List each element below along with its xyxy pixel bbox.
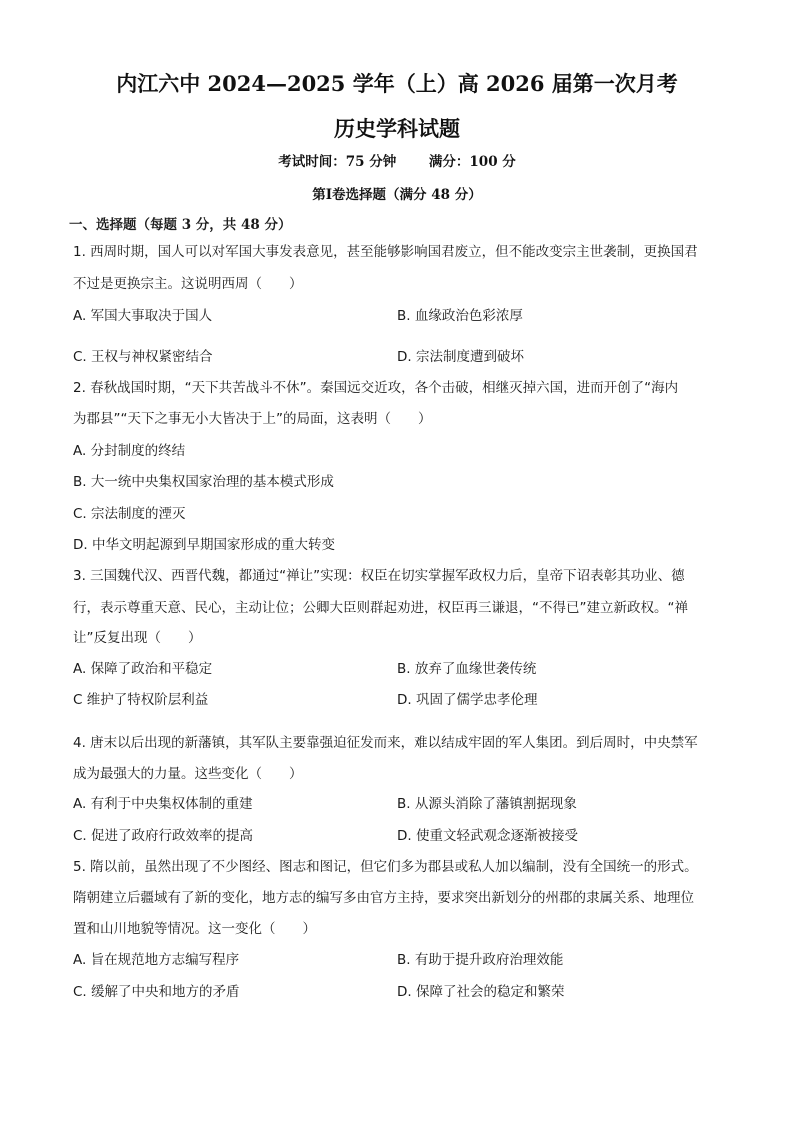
part-heading: 第Ⅰ卷选择题（满分 48 分） (312, 187, 482, 203)
question-4-line: 成为最强大的力量。这些变化（ ） (73, 766, 303, 782)
exam-time: 考试时间：75 分钟 (278, 154, 397, 170)
question-5-option-c: C. 缓解了中央和地方的矛盾 (73, 984, 240, 1000)
question-3-line: 3. 三国魏代汉、西晋代魏，都通过“禅让”实现：权臣在切实掌握军政权力后，皇帝下诏表彰其功业、德 (73, 568, 685, 584)
question-4-option-c: C. 促进了政府行政效率的提高 (73, 828, 254, 844)
question-5-line: 置和山川地貌等情况。这一变化（ ） (73, 921, 316, 937)
question-4-option-a: A. 有利于中央集权体制的重建 (73, 796, 253, 812)
question-3-option-c: C 维护了特权阶层利益 (73, 692, 209, 708)
exam-title: 内江六中 2024—2025 学年（上）高 2026 届第一次月考 (116, 71, 678, 96)
question-2-line: 2. 春秋战国时期，“天下共苦战斗不休”。秦国远交近攻，各个击破，相继灭掉六国，进而开创了“海内 (73, 380, 679, 396)
question-3-option-d: D. 巩固了儒学忠孝伦理 (397, 692, 538, 708)
question-3-option-b: B. 放弃了血缘世袭传统 (397, 661, 537, 677)
question-2-option-d: D. 中华文明起源到早期国家形成的重大转变 (73, 537, 335, 553)
question-1-line: 1. 西周时期，国人可以对军国大事发表意见，甚至能够影响国君废立，但不能改变宗主世袭制，更换国君 (73, 244, 698, 260)
question-3-option-a: A. 保障了政治和平稳定 (73, 661, 213, 677)
question-4-line: 4. 唐末以后出现的新藩镇，其军队主要靠强迫征发而来，难以结成牢固的军人集团。到后周时，中央禁军 (73, 735, 698, 751)
question-1-option-a: A. 军国大事取决于国人 (73, 308, 213, 324)
question-5-line: 隋朝建立后疆域有了新的变化，地方志的编写多由官方主持，要求突出新划分的州郡的隶属关系、地理位 (73, 890, 694, 906)
question-2-line: 为郡县”“天下之事无小大皆决于上”的局面，这表明（ ） (73, 411, 432, 427)
question-4-option-d: D. 使重文轻武观念逐渐被接受 (397, 828, 578, 844)
question-2-option-c: C. 宗法制度的湮灭 (73, 506, 186, 522)
question-1-option-b: B. 血缘政治色彩浓厚 (397, 308, 523, 324)
question-4-option-b: B. 从源头消除了藩镇割据现象 (397, 796, 577, 812)
section-heading: 一、选择题（每题 3 分，共 48 分） (69, 217, 292, 233)
question-3-line: 让”反复出现（ ） (73, 630, 202, 646)
question-1-option-d: D. 宗法制度遭到破坏 (397, 349, 524, 365)
question-5-option-b: B. 有助于提升政府治理效能 (397, 952, 564, 968)
question-3-line: 行，表示尊重天意、民心，主动让位；公卿大臣则群起劝进，权臣再三谦退，“不得已”建立新政权。“禅 (73, 600, 688, 616)
exam-meta (0, 150, 794, 170)
full-score: 满分：100 分 (428, 154, 516, 170)
question-5-option-d: D. 保障了社会的稳定和繁荣 (397, 984, 565, 1000)
exam-subject: 历史学科试题 (334, 116, 460, 141)
question-1-option-c: C. 王权与神权紧密结合 (73, 349, 213, 365)
question-5-option-a: A. 旨在规范地方志编写程序 (73, 952, 240, 968)
question-5-line: 5. 隋以前，虽然出现了不少图经、图志和图记，但它们多为郡县或私人加以编制，没有全国统一的形式。 (73, 859, 698, 875)
question-1-line: 不过是更换宗主。这说明西周（ ） (73, 276, 303, 292)
question-2-option-b: B. 大一统中央集权国家治理的基本模式形成 (73, 474, 334, 490)
question-2-option-a: A. 分封制度的终结 (73, 443, 186, 459)
